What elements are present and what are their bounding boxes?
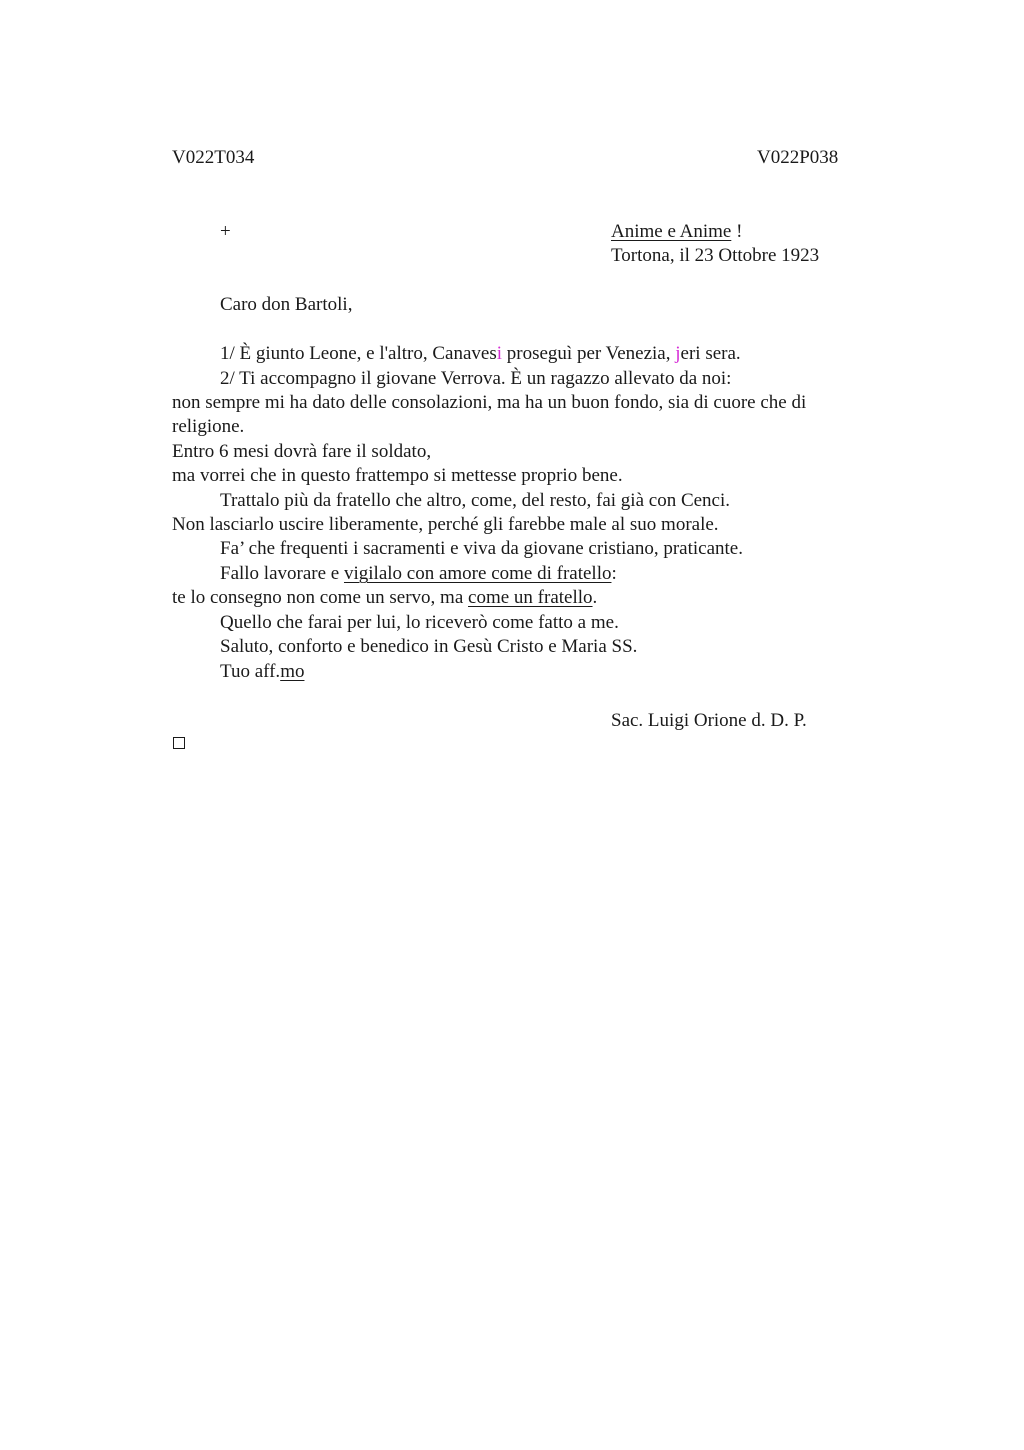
closing <box>220 660 304 684</box>
motto-punct: ! <box>731 221 743 242</box>
point-1-mark-i: i <box>496 343 503 364</box>
body-line-lasciarlo: Non lasciarlo uscire liberamente, perché gli farebbe male al suo morale. <box>172 514 719 535</box>
consegno-a: te lo consegno non come un servo, ma <box>172 587 469 608</box>
cross-mark: + <box>220 221 231 242</box>
motto <box>611 220 742 244</box>
motto-text: Anime e Anime <box>611 221 732 242</box>
body-line-lavorare <box>220 562 617 586</box>
point-1-c: proseguì per Venezia, <box>502 343 676 364</box>
lavorare-c: : <box>611 563 617 584</box>
closing-superscript: mo <box>280 661 305 682</box>
body-line-trattalo: Trattalo più da fratello che altro, come, del resto, fai già con Cenci. <box>220 490 731 511</box>
signature: Sac. Luigi Orione d. D. P. <box>611 710 807 731</box>
lavorare-a: Fallo lavorare e <box>220 563 344 584</box>
lavorare-underlined: vigilalo con amore come di fratello <box>343 563 612 584</box>
consegno-c: . <box>592 587 598 608</box>
end-box-icon <box>173 737 185 749</box>
document-code-left: V022T034 <box>172 147 255 168</box>
body-line-frequenti: Fa’ che frequenti i sacramenti e viva da giovane cristiano, praticante. <box>220 538 743 559</box>
body-line-quello: Quello che farai per lui, lo riceverò come fatto a me. <box>220 612 619 633</box>
point-1-mark-j: j <box>675 343 681 364</box>
body-line-religione: religione. <box>172 416 245 437</box>
point-1 <box>220 342 741 366</box>
body-line-soldato: Entro 6 mesi dovrà fare il soldato, <box>172 441 432 462</box>
closing-a: Tuo aff. <box>220 661 281 682</box>
salutation: Caro don Bartoli, <box>220 294 353 315</box>
point-1-a: 1/ È giunto Leone, e l'altro, Canaves <box>220 343 497 364</box>
body-line-saluto: Saluto, conforto e benedico in Gesù Cristo e Maria SS. <box>220 636 638 657</box>
consegno-underlined: come un fratello <box>468 587 593 608</box>
body-line-consegno <box>172 586 597 610</box>
body-line-bene: ma vorrei che in questo frattempo si mettesse proprio bene. <box>172 465 623 486</box>
point-1-e: eri sera. <box>680 343 741 364</box>
place-date: Tortona, il 23 Ottobre 1923 <box>611 245 820 266</box>
body-line-fondo: non sempre mi ha dato delle consolazioni, ma ha un buon fondo, sia di cuore che di <box>172 392 807 413</box>
point-2: 2/ Ti accompagno il giovane Verrova. È un ragazzo allevato da noi: <box>220 368 732 389</box>
document-code-right: V022P038 <box>757 147 839 168</box>
